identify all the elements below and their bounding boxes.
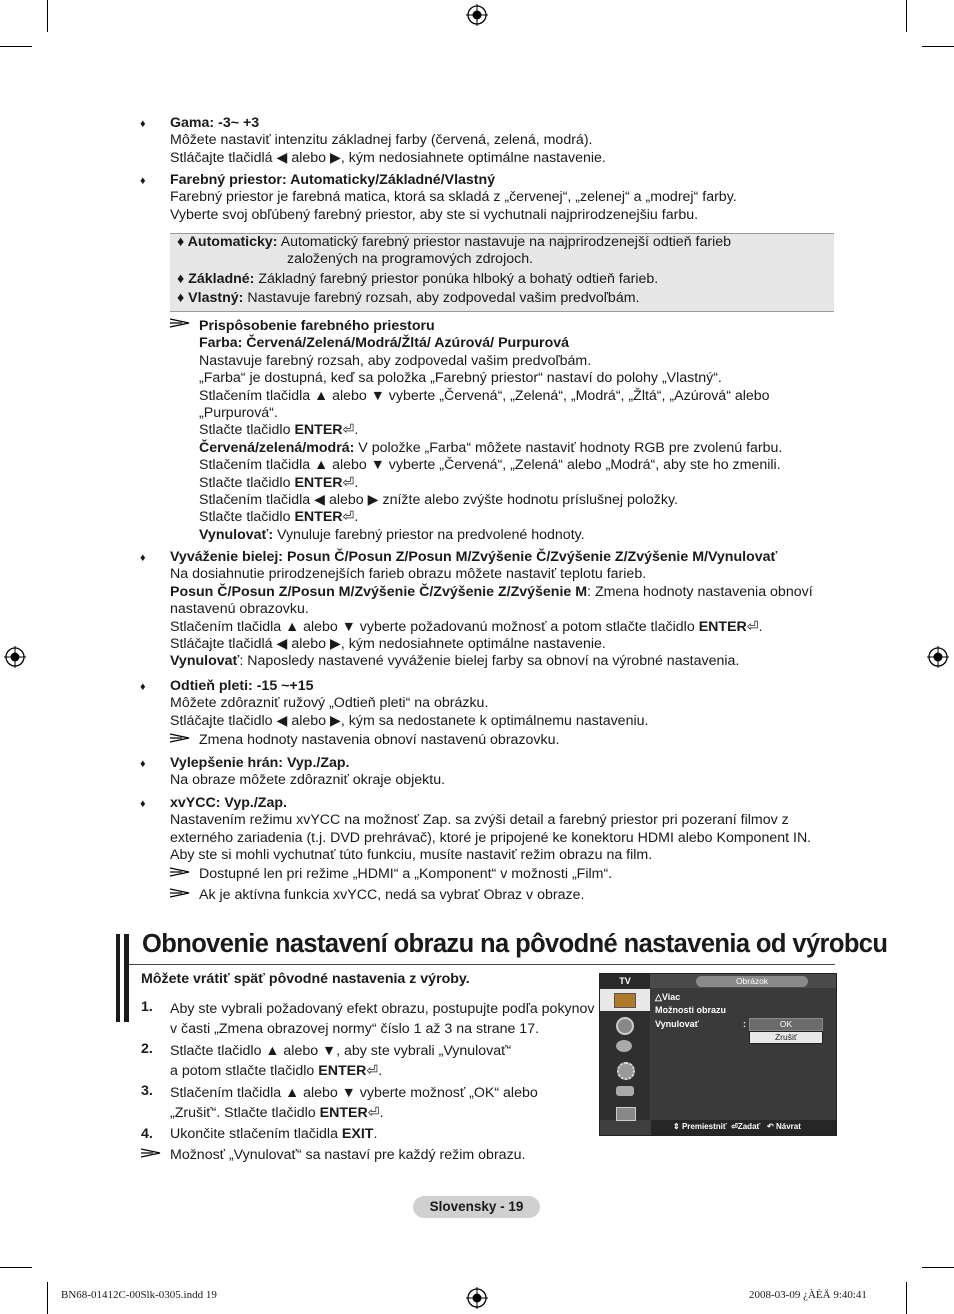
registration-mark-icon [466,4,488,26]
note-line: Nastavuje farebný rozsah, aby zodpovedal vašim predvoľbám. [199,352,592,369]
edge-line: Na obraze môžete zdôrazniť okraje objektu. [170,772,446,789]
xvycc-section [170,795,860,865]
bullet-icon: ♦ [140,175,146,187]
xvycc-line: externého zariadenia (t.j. DVD prehrávač), ktoré je pripojené ke konektoru HDMI alebo Komponent IN. [170,829,812,846]
step-3: Stlačením tlačidla ▲ alebo ▼ vyberte možnosť „OK“ alebo „Zrušiť“. Stlačte tlačidlo ENTER⏎. [170,1085,538,1121]
step-1 [170,999,595,1039]
gama-title: Gama: -3~ +3 [170,115,260,131]
registration-mark-icon [927,646,949,668]
xvycc-title: xvYCC: Vyp./Zap. [170,795,287,811]
crop-mark [922,46,954,47]
bullet-icon: ♦ [140,552,146,564]
color-space-section [170,172,850,224]
edge-title: Vylepšenie hrán: Vyp./Zap. [170,755,350,771]
note-bold: Červená/zelená/modrá: [199,439,355,456]
custom-color-note: Prispôsobenie farebného priestoru Farba: Červená/Zelená/Modrá/Žltá/ Azúrová/ Purpurová Nastavuje farebný rozsah, aby zodpovedal vašim predvoľbám. „Farba“ je dostupná, keď sa položka „Farebný priestor“ nastaví do polohy „Vlastný“. Stlačením tlačidla ▲ alebo ▼ vyberte „Červená“, „Zelená“, „Modrá“, „Žltá“, „Azúrová“ alebo „Purpurová“. Stlačte tlačidlo ENTER⏎. Červená/zelená/modrá: V položke „Farba“ môžete nastaviť hodnoty RGB pre zvolenú farbu. Stlačením tlačidla ▲ alebo ▼ vyberte „Červená“, „Zelená“ alebo „Modrá“, aby ste ho zmenili. Stlačte tlačidlo ENTER⏎. Stlačením tlačidla ◀ alebo ▶ znížte alebo zvýšte hodnotu príslušnej položky. Stlačte tlačidlo ENTER⏎. Vynulovať: Vynuluje farebný priestor na predvolené hodnoty. [199,318,849,544]
step-line: v časti „Zmena obrazovej normy“ číslo 1 až 3 na strane 17. [170,1021,540,1037]
picture-icon[interactable] [614,993,636,1008]
xvycc-line: Nastavením režimu xvYCC na možnosť Zap. sa zvýši detail a farebný priestor pri pozeraní filmov z [170,812,789,829]
flesh-line: Môžete zdôrazniť ružový „Odtieň pleti“ na obrázku. [170,695,489,712]
step-line: Ukončite stlačením tlačidla [170,1126,338,1142]
note-line: Stlačením tlačidla ▲ alebo ▼ vyberte „Červená“, „Zelená“ alebo „Modrá“, aby ste ho zmenili. [199,457,781,474]
step-number: 1. [141,999,153,1015]
heading-rule [129,964,835,965]
white-bold: Posun Č/Posun Z/Posun M/Zvýšenie Č/Zvýšenie Z/Zvýšenie M [170,583,588,600]
step-number: 2. [141,1041,153,1057]
xvycc-line: Aby ste si mohli vychutnať túto funkciu, musíte nastaviť režim obrazu na film. [170,847,653,864]
step-2: Stlačte tlačidlo ▲ alebo ▼, aby ste vybrali „Vynulovať“ a potom stlačte tlačidlo ENTER⏎. [170,1043,512,1079]
osd-reset[interactable]: Vynulovať [655,1019,699,1029]
osd-cancel-option[interactable]: Zrušiť [749,1031,823,1044]
note-arrow-icon [170,733,190,743]
option-text: Nastavuje farebný rozsah, aby zodpovedal vašim predvoľbám. [247,290,640,307]
white-line: Na dosiahnutie prirodzenejších farieb obrazu môžete nastaviť teplotu farieb. [170,566,647,583]
note-line: „Purpurová“. [199,405,278,422]
enter-key: ENTER [294,509,343,526]
flesh-tone-section [170,678,850,730]
note-line: „Farba“ je dostupná, keď sa položka „Farebný priestor“ nastaví do polohy „Vlastný“. [199,370,722,387]
option-text: Základný farebný priestor ponúka hlboký a bohatý odtieň farieb. [258,270,659,287]
white-line: Stláčajte tlačidlá ◀ alebo ▶, kým nedosiahnete optimálne nastavenie. [170,636,606,653]
bullet-icon: ♦ [140,681,146,693]
note-arrow-icon [170,318,190,328]
section-heading: Obnovenie nastavení obrazu na pôvodné nastavenia od výrobcu [142,930,888,958]
bullet-icon: ♦ [140,118,146,130]
bullet-icon: ♦ [140,798,146,810]
note-line: Stlačte tlačidlo [199,509,291,526]
note-line: Vynuluje farebný priestor na predvolené hodnoty. [273,526,585,543]
osd-move: Premiestniť [681,1122,727,1131]
registration-mark-icon [4,646,26,668]
enter-icon: ⏎ [731,1122,738,1131]
note-line: Stlačením tlačidla ▲ alebo ▼ vyberte „Červená“, „Zelená“, „Modrá“, „Žltá“, „Azúrová“ alebo [199,387,770,404]
step-line: „Zrušiť“. Stlačte tlačidlo [170,1105,316,1121]
osd-more[interactable]: △Viac [655,992,681,1002]
registration-mark-icon [466,1287,488,1309]
setup-icon[interactable] [617,1062,635,1080]
tv-menu-screenshot [599,973,837,1136]
note-line: Stlačte tlačidlo [199,474,291,491]
white-line: nastavenú obrazovku. [170,601,309,618]
enter-icon: ⏎ [366,1063,379,1079]
option-label: ♦ Vlastný: [177,290,244,307]
flesh-note: Zmena hodnoty nastavenia obnoví nastavenú obrazovku. [199,732,560,748]
osd-picture-options[interactable]: Možnosti obrazu [655,1005,726,1015]
edge-section [170,755,850,790]
gama-section [170,115,850,167]
return-icon: ↶ [767,1122,774,1131]
note-line: Stlačte tlačidlo [199,422,291,439]
crop-mark [0,46,32,47]
step-line: a potom stlačte tlačidlo [170,1063,315,1079]
color-space-line: Farebný priestor je farebná matica, ktorá sa skladá z „červenej“, „zelenej“ a „modrej“ farby. [170,189,737,206]
color-space-options [177,234,827,308]
osd-help [673,1122,801,1131]
channel-icon[interactable] [616,1040,632,1052]
enter-icon: ⏎ [342,509,355,526]
enter-icon: ⏎ [342,422,355,439]
enter-icon: ⏎ [342,474,355,491]
note-bold: Vynulovať: [199,526,274,543]
white-line: Stlačením tlačidla ▲ alebo ▼ vyberte požadovanú možnosť a potom stlačte tlačidlo [170,618,695,635]
enter-key: ENTER [294,422,343,439]
enter-icon: ⏎ [367,1105,380,1121]
crop-mark [922,1267,954,1268]
osd-enter: Zadať [737,1122,761,1131]
step-number: 4. [141,1126,153,1142]
white-line: : Zmena hodnoty nastavenia obnoví [587,583,813,600]
color-space-title: Farebný priestor: Automaticky/Základné/Vlastný [170,172,496,188]
white-bold: Vynulovať [170,653,240,670]
application-icon[interactable] [616,1107,636,1121]
color-space-line: Vyberte svoj obľúbený farebný priestor, aby ste si vychutnali najprirodzenejšiu farbu. [170,206,699,223]
enter-key: ENTER [698,618,747,635]
page-number-label: Slovensky - 19 [413,1196,540,1218]
gama-line: Stláčajte tlačidlá ◀ alebo ▶, kým nedosiahnete optimálne nastavenie. [170,149,606,166]
note-line: Stlačením tlačidla ◀ alebo ▶ znížte alebo zvýšte hodnotu príslušnej položky. [199,492,678,509]
step-line: Stlačením tlačidla ▲ alebo ▼ vyberte možnosť „OK“ alebo [170,1085,538,1101]
step-4: Ukončite stlačením tlačidla EXIT. [170,1126,378,1142]
step-line: Aby ste vybrali požadovaný efekt obrazu, postupujte podľa pokynov [170,1001,595,1017]
option-label: ♦ Základné: [177,270,255,287]
flesh-title: Odtieň pleti: -15 ~+15 [170,678,314,694]
file-info: BN68-01412C-00Slk-0305.indd 19 [61,1289,217,1301]
note-line: V položke „Farba“ môžete nastaviť hodnoty RGB pre zvolenú farbu. [354,439,783,456]
white-balance-section: Vyváženie bielej: Posun Č/Posun Z/Posun M/Zvýšenie Č/Zvýšenie Z/Zvýšenie M/Vynulovať Na dosiahnutie prirodzenejších farieb obrazu môžete nastaviť teplotu farieb. Posun Č/Posun Z/Posun M/Zvýšenie Č/Zvýšenie Z/Zvýšenie M: Zmena hodnoty nastavenia obnoví nastavenú obrazovku. Stlačením tlačidla ▲ alebo ▼ vyberte požadovanú možnosť a potom stlačte tlačidlo ENTER⏎. Stláčajte tlačidlá ◀ alebo ▶, kým nedosiahnete optimálne nastavenie. Vynulovať: Naposledy nastavené vyváženie bielej farby sa obnoví na výrobné nastavenia. [170,549,860,671]
note-line: Prispôsobenie farebného priestoru [199,318,435,334]
heading-bar [124,934,129,1022]
enter-icon: ⏎ [746,618,759,635]
note-arrow-icon [170,867,190,877]
osd-colon: : [743,1019,746,1029]
crop-mark [906,1282,907,1314]
osd-ok-option[interactable]: OK [749,1018,823,1031]
note-arrow-icon [170,888,190,898]
crop-mark [0,1267,32,1268]
osd-back: Návrat [775,1122,801,1131]
flesh-line: Stláčajte tlačidlo ◀ alebo ▶, kým sa nedostanete k optimálnemu nastaveniu. [170,712,649,729]
print-date: 2008-03-09 ¿ÀÈÄ 9:40:41 [749,1289,867,1301]
enter-key: ENTER [294,474,343,491]
input-icon[interactable] [616,1086,634,1096]
exit-key: EXIT [341,1126,374,1142]
xvycc-note: Dostupné len pri režime „HDMI“ a „Komponent“ v možnosti „Film“. [199,866,613,882]
crop-mark [47,0,48,32]
crop-mark [47,1282,48,1314]
crop-mark [906,0,907,32]
bullet-icon: ♦ [140,758,146,770]
tv-label: TV [600,974,650,988]
xvycc-note: Ak je aktívna funkcia xvYCC, nedá sa vybrať Obraz v obraze. [199,887,585,903]
heading-bar [116,934,120,1022]
enter-key: ENTER [319,1105,368,1121]
move-icon: ⇕ [673,1122,680,1131]
step-line: Stlačte tlačidlo ▲ alebo ▼, aby ste vybrali „Vynulovať“ [170,1043,512,1059]
enter-key: ENTER [318,1063,367,1079]
gama-line: Môžete nastaviť intenzitu základnej farby (červená, zelená, modrá). [170,132,593,149]
option-text: Automatický farebný priestor nastavuje na najprirodzenejší odtieň farieb [280,234,732,250]
note-line: Farba: Červená/Zelená/Modrá/Žltá/ Azúrová/ Purpurová [199,335,570,352]
note-arrow-icon [141,1148,161,1158]
reset-note: Možnosť „Vynulovať“ sa nastaví pre každý režim obrazu. [170,1147,526,1163]
tab-picture[interactable]: Obrázok [696,976,808,987]
option-label: ♦ Automaticky: [177,234,278,250]
white-line: : Naposledy nastavené vyváženie bielej farby sa obnoví na výrobné nastavenia. [239,653,740,670]
reset-intro: Môžete vrátiť späť pôvodné nastavenia z výroby. [141,971,470,987]
white-balance-title: Vyváženie bielej: Posun Č/Posun Z/Posun M/Zvýšenie Č/Zvýšenie Z/Zvýšenie M/Vynulovať [170,549,778,565]
step-number: 3. [141,1083,153,1099]
sound-icon[interactable] [616,1017,634,1035]
option-text: založených na programových zdrojoch. [287,251,534,268]
